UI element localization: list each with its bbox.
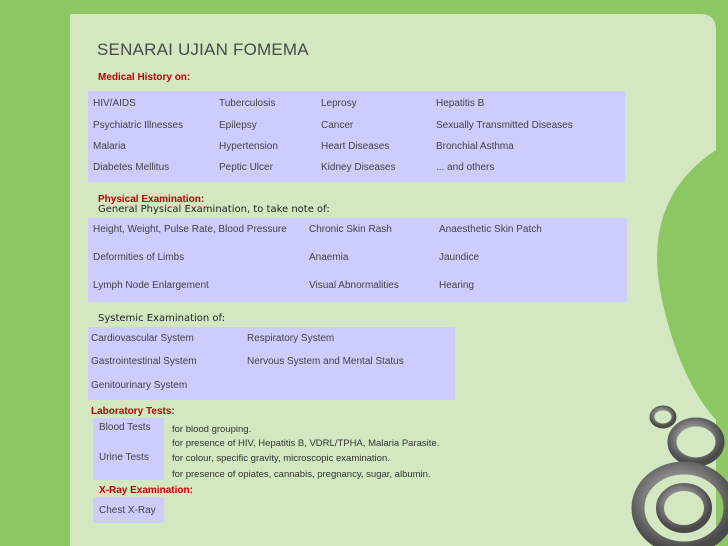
lab-test-line: for blood grouping. <box>172 424 252 435</box>
systemic-exam-cell: Cardiovascular System <box>91 333 194 344</box>
physical-exam-cell: Visual Abnormalities <box>309 280 399 291</box>
xray-heading: X-Ray Examination: <box>99 485 193 496</box>
medical-history-cell: Diabetes Mellitus <box>93 162 170 173</box>
medical-history-cell: Heart Diseases <box>321 141 390 152</box>
medical-history-cell: Malaria <box>93 141 126 152</box>
medical-history-cell: HIV/AIDS <box>93 98 136 109</box>
systemic-exam-cell: Respiratory System <box>247 333 335 344</box>
physical-exam-cell: Jaundice <box>439 252 480 263</box>
medical-history-cell: Kidney Diseases <box>321 162 396 173</box>
physical-exam-cell: Chronic Skin Rash <box>309 224 392 235</box>
lab-test-line: for presence of opiates, cannabis, pregnancy, sugar, albumin. <box>172 469 431 480</box>
medical-history-cell: Psychiatric Illnesses <box>93 120 184 131</box>
systemic-exam-cell: Nervous System and Mental Status <box>247 356 404 367</box>
physical-exam-cell: Lymph Node Enlargement <box>93 280 209 291</box>
systemic-exam-cell: Genitourinary System <box>91 380 188 391</box>
physical-exam-cell: Anaesthetic Skin Patch <box>439 224 542 235</box>
medical-history-heading: Medical History on: <box>98 72 191 83</box>
systemic-exam-subheading: Systemic Examination of: <box>98 313 226 324</box>
physical-exam-heading: Physical Examination: <box>98 194 205 205</box>
physical-exam-cell: Height, Weight, Pulse Rate, Blood Pressure <box>93 224 287 235</box>
physical-exam-cell: Deformities of Limbs <box>93 252 185 263</box>
chest-xray-item: Chest X-Ray <box>99 505 156 516</box>
medical-history-cell: ... and others <box>436 162 495 173</box>
physical-exam-subheading: General Physical Examination, to take note of: <box>98 204 330 215</box>
lab-test-line: for colour, specific gravity, microscopic examination. <box>172 453 390 464</box>
medical-history-cell: Tuberculosis <box>219 98 276 109</box>
medical-history-cell: Bronchial Asthma <box>436 141 514 152</box>
systemic-exam-cell: Gastrointestinal System <box>91 356 197 367</box>
physical-exam-cell: Anaemia <box>309 252 349 263</box>
medical-history-cell: Cancer <box>321 120 354 131</box>
medical-history-cell: Hepatitis B <box>436 98 485 109</box>
lab-test-line: for presence of HIV, Hepatitis B, VDRL/TPHA, Malaria Parasite. <box>172 438 440 449</box>
medical-history-cell: Peptic Ulcer <box>219 162 273 173</box>
physical-exam-cell: Hearing <box>439 280 475 291</box>
medical-history-cell: Leprosy <box>321 98 357 109</box>
medical-history-cell: Hypertension <box>219 141 278 152</box>
urine-tests-label: Urine Tests <box>99 452 149 463</box>
medical-history-cell: Sexually Transmitted Diseases <box>436 120 573 131</box>
blood-tests-label: Blood Tests <box>99 422 151 433</box>
page-title: SENARAI UJIAN FOMEMA <box>97 40 309 59</box>
medical-history-cell: Epilepsy <box>219 120 257 131</box>
lab-tests-heading: Laboratory Tests: <box>91 406 175 417</box>
